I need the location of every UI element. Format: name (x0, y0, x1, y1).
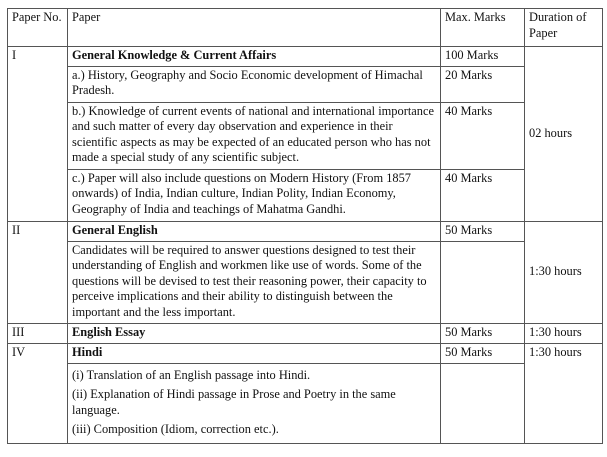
header-max-marks: Max. Marks (441, 9, 525, 47)
hindi-topic: (ii) Explanation of Hindi passage in Prose and Poetry in the same language. (72, 387, 396, 417)
paper-description: Candidates will be required to answer questions designed to test their understanding of English and workmen like use of words. Some of the questions will be devised to test their reasoning power, their capacity to perceive implications and their ability to distinguish between the important and the less important. (68, 241, 441, 323)
paper-marks: 100 Marks (441, 47, 525, 67)
syllabus-table (7, 8, 603, 444)
table-row (8, 241, 603, 323)
paper-title: English Essay (68, 323, 441, 343)
sub-topic-marks: 40 Marks (441, 169, 525, 221)
table-row (8, 47, 603, 67)
sub-topic-marks: 40 Marks (441, 102, 525, 169)
table-row (8, 66, 603, 102)
paper-duration: 1:30 hours (525, 343, 603, 443)
paper-marks: 50 Marks (441, 221, 525, 241)
sub-topic: c.) Paper will also include questions on Modern History (From 1857 onwards) of India, Indian culture, Indian Polity, Indian Economy, Geography of India and teachings of Mahatma Gandhi. (68, 169, 441, 221)
paper-number: II (8, 221, 68, 323)
sub-topic: b.) Knowledge of current events of national and international importance and such matter of every day observation and experience in their scientific aspects as may be expected of an educated person who has not made a special study of any scientific subject. (68, 102, 441, 169)
paper-marks: 50 Marks (441, 323, 525, 343)
empty-cell (441, 241, 525, 323)
header-paper: Paper (68, 9, 441, 47)
paper-duration: 1:30 hours (525, 323, 603, 343)
hindi-topic: (i) Translation of an English passage into Hindi. (72, 367, 311, 382)
sub-topic: a.) History, Geography and Socio Economic development of Himachal Pradesh. (68, 66, 441, 102)
paper-number: III (8, 323, 68, 343)
paper-title: Hindi (68, 343, 441, 363)
paper-duration: 1:30 hours (525, 221, 603, 323)
paper-number: I (8, 47, 68, 222)
hindi-topic: (iii) Composition (Idiom, correction etc.). (72, 422, 279, 437)
sub-topic-marks: 20 Marks (441, 66, 525, 102)
paper-title: General English (68, 221, 441, 241)
table-row (8, 221, 603, 241)
header-paper-no: Paper No. (8, 9, 68, 47)
table-row (8, 363, 603, 443)
paper-marks: 50 Marks (441, 343, 525, 363)
paper-title: General Knowledge & Current Affairs (68, 47, 441, 67)
table-row (8, 169, 603, 221)
empty-cell (441, 363, 525, 443)
header-row (8, 9, 603, 47)
paper-duration: 02 hours (525, 47, 603, 222)
table-row (8, 323, 603, 343)
table-row (8, 102, 603, 169)
table-row (8, 343, 603, 363)
paper-number: IV (8, 343, 68, 443)
hindi-topics (68, 363, 441, 443)
header-duration: Duration of Paper (525, 9, 603, 47)
